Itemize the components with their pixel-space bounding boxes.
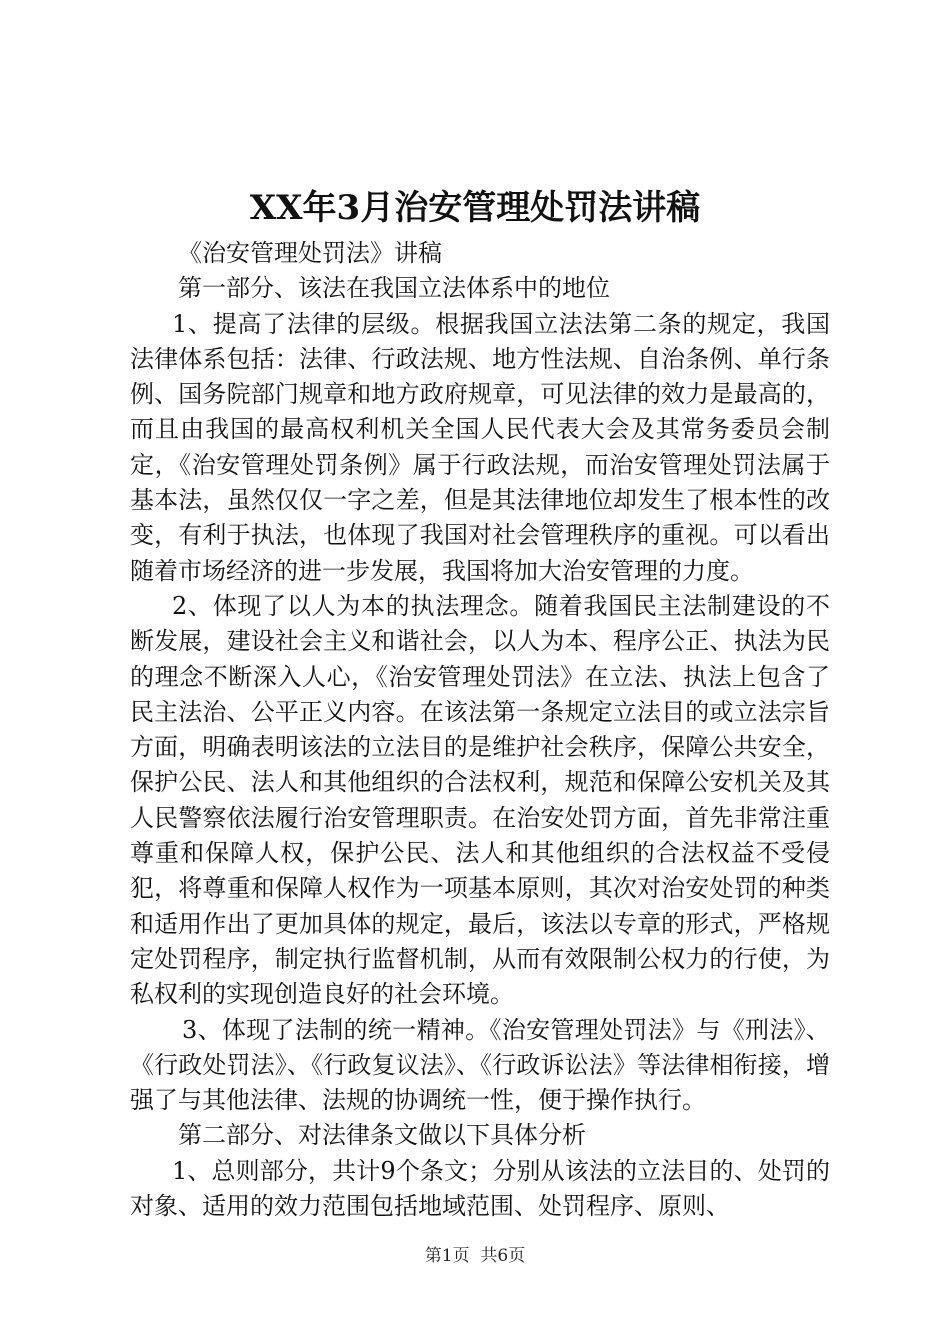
paragraph-general-provisions: 1、总则部分，共计9个条文；分别从该法的立法目的、处罚的对象、适用的效力范围包括地域范围、处罚程序、原则、 bbox=[130, 1156, 830, 1221]
paragraph-point-2: 2、体现了以人为本的执法理念。随着我国民主法制建设的不断发展，建设社会主义和谐社会，以人为本、程序公正、执法为民的理念不断深入人心，《治安管理处罚法》在立法、执法上包含了民主法治、公平正义内容。在该法第一条规定立法目的或立法宗旨方面，明确表明该法的立法目的是维护社会秩序，保障公共安全，保护公民、法人和其他组织的合法权利，规范和保障公安机关及其人民警察依法履行治安管理职责。在治安处罚方面，首先非常注重尊重和保障人权，保护公民、法人和其他组织的合法权益不受侵犯，将尊重和保障人权作为一项基本原则，其次对治安处罚的种类和适用作出了更加具体的规定，最后，该法以专章的形式，严格规定处罚程序，制定执行监督机制，从而有效限制公权力的行使，为私权利的实现创造良好的社会环境。 bbox=[130, 591, 830, 1009]
paragraph-point-1: 1、提高了法律的层级。根据我国立法法第二条的规定，我国法律体系包括：法律、行政法规、地方性法规、自治条例、单行条例、国务院部门规章和地方政府规章，可见法律的效力是最高的，而且由我国的最高权利机关全国人民代表大会及其常务委员会制定，《治安管理处罚条例》属于行政法规，而治安管理处罚法属于基本法，虽然仅仅一字之差，但是其法律地位却发生了根本性的改变，有利于执法，也体现了我国对社会管理秩序的重视。可以看出随着市场经济的进一步发展，我国将加大治安管理的力度。 bbox=[130, 309, 830, 585]
page-footer bbox=[0, 1245, 950, 1267]
paragraph-part-one-heading: 第一部分、该法在我国立法体系中的地位 bbox=[178, 274, 610, 303]
paragraph-point-3: 3、体现了法制的统一精神。《治安管理处罚法》与《刑法》、《行政处罚法》、《行政复议法》、《行政诉讼法》等法律相衔接，增强了与其他法律、法规的协调统一性，便于操作执行。 bbox=[130, 1015, 830, 1115]
paragraph-part-two-heading: 第二部分、对法律条文做以下具体分析 bbox=[178, 1121, 586, 1150]
paragraph-lecture-heading: 《治安管理处罚法》讲稿 bbox=[178, 239, 442, 267]
document-title: XX年3月治安管理处罚法讲稿 bbox=[249, 188, 701, 228]
page-number: 第1页 bbox=[424, 1246, 470, 1266]
page-total: 共6页 bbox=[480, 1246, 526, 1266]
document-body bbox=[130, 236, 830, 1224]
